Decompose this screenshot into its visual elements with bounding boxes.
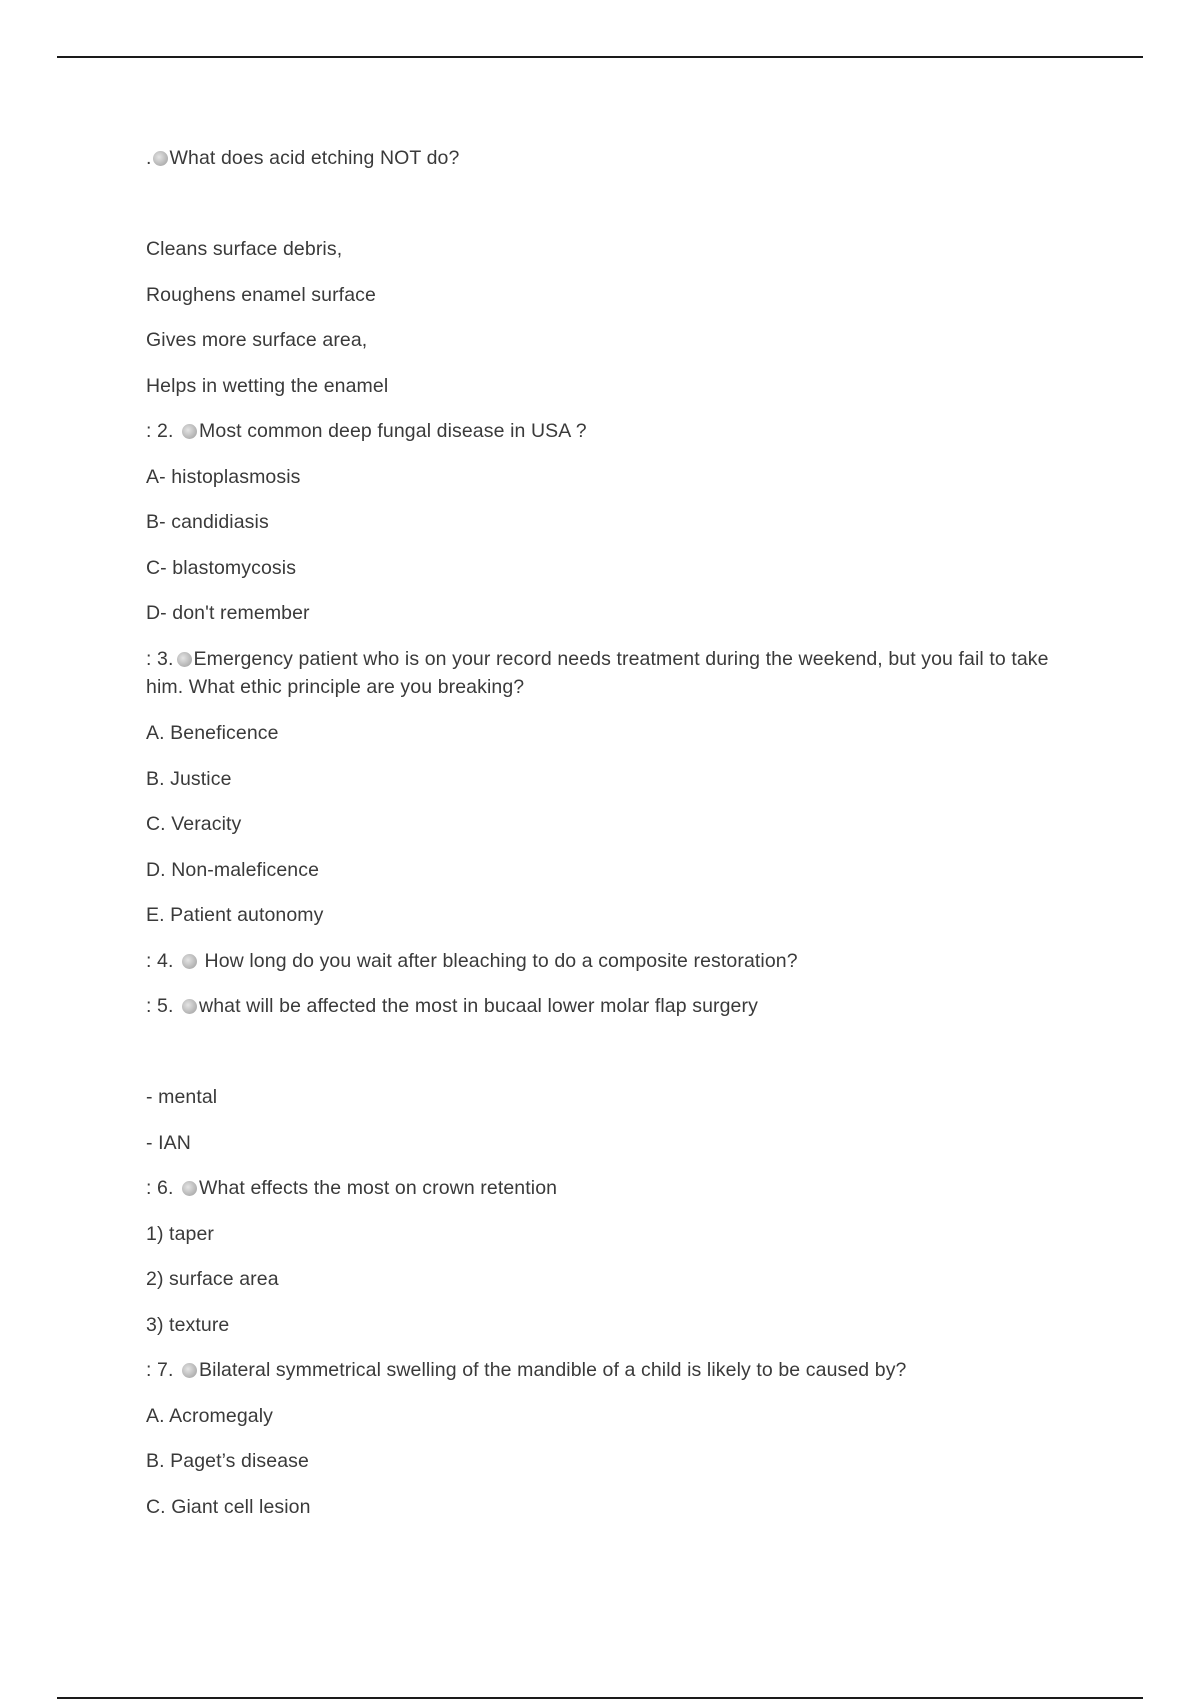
question-3-text: Emergency patient who is on your record needs treatment during the weekend, but you fail to take him. What ethic principle are you breaking? [146, 648, 1049, 698]
bullet-icon [182, 1363, 197, 1378]
question-4-text: How long do you wait after bleaching to do a composite restoration? [199, 950, 798, 972]
question-3-number: : 3. [146, 648, 174, 670]
option: A. Beneficence [146, 722, 279, 744]
bullet-icon [177, 652, 192, 667]
question-2-text: Most common deep fungal disease in USA ? [199, 420, 587, 442]
question-3 [146, 645, 1076, 701]
option: A. Acromegaly [146, 1405, 274, 1427]
option: - IAN [146, 1132, 191, 1154]
option: 2) surface area [146, 1268, 279, 1290]
question-5-number: : 5. [146, 995, 174, 1017]
option: B- candidiasis [146, 511, 269, 533]
question-1-number: . [146, 147, 152, 169]
bullet-icon [182, 999, 197, 1014]
option: D- don't remember [146, 602, 310, 624]
bullet-icon [182, 954, 197, 969]
option: - mental [146, 1086, 218, 1108]
bullet-icon [182, 424, 197, 439]
question-5 [146, 992, 758, 1020]
question-2-number: : 2. [146, 420, 174, 442]
option: A- histoplasmosis [146, 466, 301, 488]
option: 1) taper [146, 1223, 215, 1245]
question-7 [146, 1356, 907, 1384]
bullet-icon [182, 1181, 197, 1196]
header-rule [57, 56, 1143, 58]
option: B. Justice [146, 768, 232, 790]
question-6-text: What effects the most on crown retention [199, 1177, 558, 1199]
question-4 [146, 947, 798, 975]
question-6 [146, 1174, 557, 1202]
question-1-text: What does acid etching NOT do? [169, 147, 460, 169]
question-7-number: : 7. [146, 1359, 174, 1381]
question-2 [146, 417, 587, 445]
footer-rule [57, 1697, 1143, 1699]
option: Roughens enamel surface [146, 284, 376, 306]
option: B. Paget’s disease [146, 1450, 309, 1472]
option: D. Non-maleficence [146, 859, 320, 881]
option: Cleans surface debris, [146, 238, 343, 260]
question-6-number: : 6. [146, 1177, 174, 1199]
option: C. Veracity [146, 813, 242, 835]
option: 3) texture [146, 1314, 230, 1336]
question-4-number: : 4. [146, 950, 174, 972]
option: Gives more surface area, [146, 329, 368, 351]
question-1 [146, 144, 459, 172]
bullet-icon [153, 151, 168, 166]
option: E. Patient autonomy [146, 904, 324, 926]
question-7-text: Bilateral symmetrical swelling of the mandible of a child is likely to be caused by? [199, 1359, 907, 1381]
question-5-text: what will be affected the most in bucaal lower molar flap surgery [199, 995, 758, 1017]
option: Helps in wetting the enamel [146, 375, 389, 397]
option: C. Giant cell lesion [146, 1496, 311, 1518]
option: C- blastomycosis [146, 557, 297, 579]
